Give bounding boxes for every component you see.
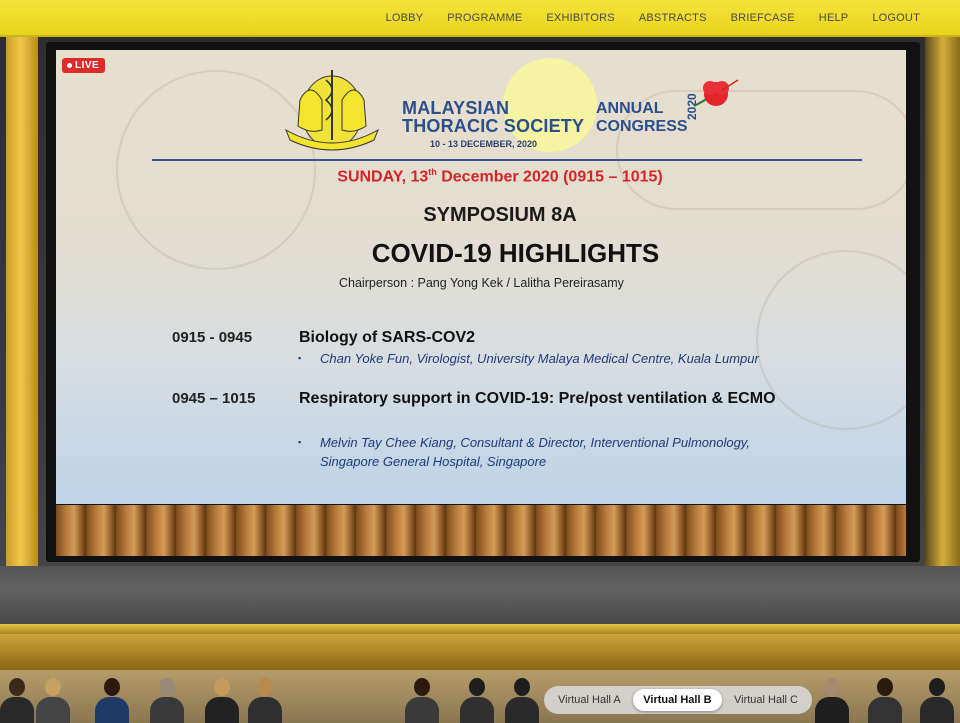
hall-switcher xyxy=(544,686,812,714)
live-label: LIVE xyxy=(75,60,100,71)
session-speaker xyxy=(300,433,820,471)
audience-member xyxy=(36,678,70,723)
society-name-line2: THORACIC SOCIETY xyxy=(402,116,585,136)
date-line-sup: th xyxy=(428,167,437,177)
tab-virtual-hall-c[interactable]: Virtual Hall C xyxy=(733,694,798,706)
audience xyxy=(0,670,960,723)
audience-member xyxy=(248,678,282,723)
annual-line2: CONGRESS xyxy=(596,118,688,135)
audience-member xyxy=(920,678,954,723)
tab-virtual-hall-a[interactable]: Virtual Hall A xyxy=(558,694,621,706)
date-line-post: December 2020 (0915 – 1015) xyxy=(436,168,663,186)
top-nav xyxy=(0,0,960,37)
stage-floor xyxy=(56,505,906,556)
stage-front xyxy=(0,634,960,670)
audience-member xyxy=(0,678,34,723)
nav-briefcase[interactable]: BRIEFCASE xyxy=(730,11,795,24)
session-date xyxy=(0,167,960,186)
audience-member xyxy=(150,678,184,723)
audience-member xyxy=(815,678,849,723)
society-name-line1: MALAYSIAN xyxy=(402,98,510,118)
chairperson: Chairperson : Pang Yong Kek / Lalitha Pereirasamy xyxy=(339,276,624,290)
speaker-line: ▪ Melvin Tay Chee Kiang, Consultant & Director, Interventional Pulmonology, xyxy=(320,435,750,450)
audience-member xyxy=(460,678,494,723)
event-dates: 10 - 13 DECEMBER, 2020 xyxy=(430,139,538,149)
right-pillar xyxy=(925,37,960,592)
session-time: 0945 – 1015 xyxy=(172,390,256,407)
speaker-line: ▪ Chan Yoke Fun, Virologist, University Malaya Medical Centre, Kuala Lumpur xyxy=(320,351,759,366)
left-pillar xyxy=(6,37,38,592)
session-topic: Biology of SARS-COV2 xyxy=(299,329,476,346)
nav-lobby[interactable]: LOBBY xyxy=(385,11,424,24)
date-line-pre: SUNDAY, 13 xyxy=(337,168,429,186)
audience-member xyxy=(95,678,129,723)
session-topic: Respiratory support in COVID-19: Pre/post ventilation & ECMO xyxy=(299,390,776,407)
nav-exhibitors[interactable]: EXHIBITORS xyxy=(546,11,615,24)
session-title: COVID-19 HIGHLIGHTS xyxy=(371,238,660,268)
tab-virtual-hall-b[interactable]: Virtual Hall B xyxy=(633,689,721,711)
session-time: 0915 - 0945 xyxy=(172,329,253,346)
nav-help[interactable]: HELP xyxy=(818,11,849,24)
audience-member xyxy=(405,678,439,723)
symposium-title: SYMPOSIUM 8A xyxy=(423,204,577,226)
stage-backdrop xyxy=(0,566,960,624)
hibiscus-icon xyxy=(688,76,742,116)
audience-member xyxy=(205,678,239,723)
session-speaker xyxy=(300,349,820,368)
annual-year: 2020 xyxy=(685,93,699,120)
audience-member xyxy=(505,678,539,723)
nav-programme[interactable]: PROGRAMME xyxy=(447,11,523,24)
nav-logout[interactable]: LOGOUT xyxy=(872,11,920,24)
audience-member xyxy=(868,678,902,723)
header-rule xyxy=(152,159,862,161)
speaker-line: Singapore General Hospital, Singapore xyxy=(320,454,547,469)
live-badge xyxy=(62,58,105,73)
nav-abstracts[interactable]: ABSTRACTS xyxy=(638,11,707,24)
society-emblem-icon xyxy=(280,60,384,154)
live-dot-icon xyxy=(67,63,72,68)
stage-edge xyxy=(0,624,960,634)
logo-sun xyxy=(503,58,597,152)
annual-line1: ANNUAL xyxy=(596,100,664,117)
